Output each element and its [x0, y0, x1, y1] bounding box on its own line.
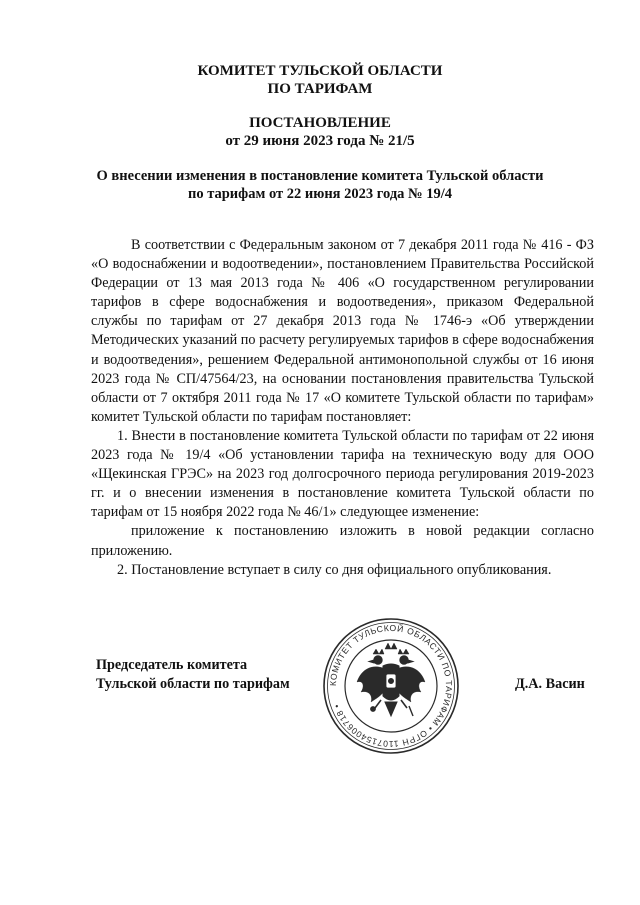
item-2-paragraph: 2. Постановление вступает в силу со дня официального опубликования.	[117, 561, 552, 578]
subject-line2: по тарифам от 22 июня 2023 года № 19/4	[187, 186, 453, 202]
signatory-title	[96, 656, 290, 694]
document-type: ПОСТАНОВЛЕНИЕ	[249, 115, 391, 131]
document-date-number: от 29 июня 2023 года № 21/5	[225, 133, 415, 149]
document-body	[91, 236, 594, 580]
official-seal-stamp	[321, 616, 461, 756]
signatory-title-line2: Тульской области по тарифам	[96, 676, 290, 692]
seal-ring-text: КОМИТЕТ ТУЛЬСКОЙ ОБЛАСТИ ПО ТАРИФАМ • ОГРН 1107154006718 •	[327, 622, 455, 750]
org-name-line2: ПО ТАРИФАМ	[267, 81, 373, 97]
signatory-name: Д.А. Васин	[515, 676, 585, 692]
item-1-change-text: приложение к постановлению изложить в новой редакции согласно приложению.	[91, 523, 594, 559]
preamble-paragraph: В соответствии с Федеральным законом от 7 декабря 2011 года № 416 - ФЗ «О водоснабжении и водоотведении», постановлением Правительства Российской Федерации от 13 мая 2013 года № 406 «О государственном регулировании тарифов в сфере водоснабжения и водоотведения», приказом Федеральной службы по тарифам от 27 декабря 2013 года № 1746-э «Об утверждении Методических указаний по расчету регулируемых тарифов в сфере водоснабжения и водоотведения», решением Федеральной антимонопольной службы от 16 июня 2023 года № СП/47564/23, на основании постановления правительства Тульской области от 7 октября 2011 года № 17 «О комитете Тульской области по тарифам» комитет Тульской области по тарифам постановляет:	[91, 237, 594, 425]
subject-line1: О внесении изменения в постановление комитета Тульской области	[96, 168, 544, 184]
item-1-paragraph: 1. Внести в постановление комитета Тульской области по тарифам от 22 июня 2023 года № 19/4 «Об установлении тарифа на техническую воду для ООО «Щекинская ГРЭС» на 2023 год долгосрочного периода регулирования 2019-2023 гг. и о внесении изменения в постановление комитета Тульской области по тарифам от 15 ноября 2022 года № 46/1» следующее изменение:	[91, 427, 594, 521]
double-headed-eagle-icon	[357, 643, 425, 716]
signatory-title-line1: Председатель комитета	[96, 657, 248, 673]
org-name-line1: КОМИТЕТ ТУЛЬСКОЙ ОБЛАСТИ	[197, 63, 443, 79]
